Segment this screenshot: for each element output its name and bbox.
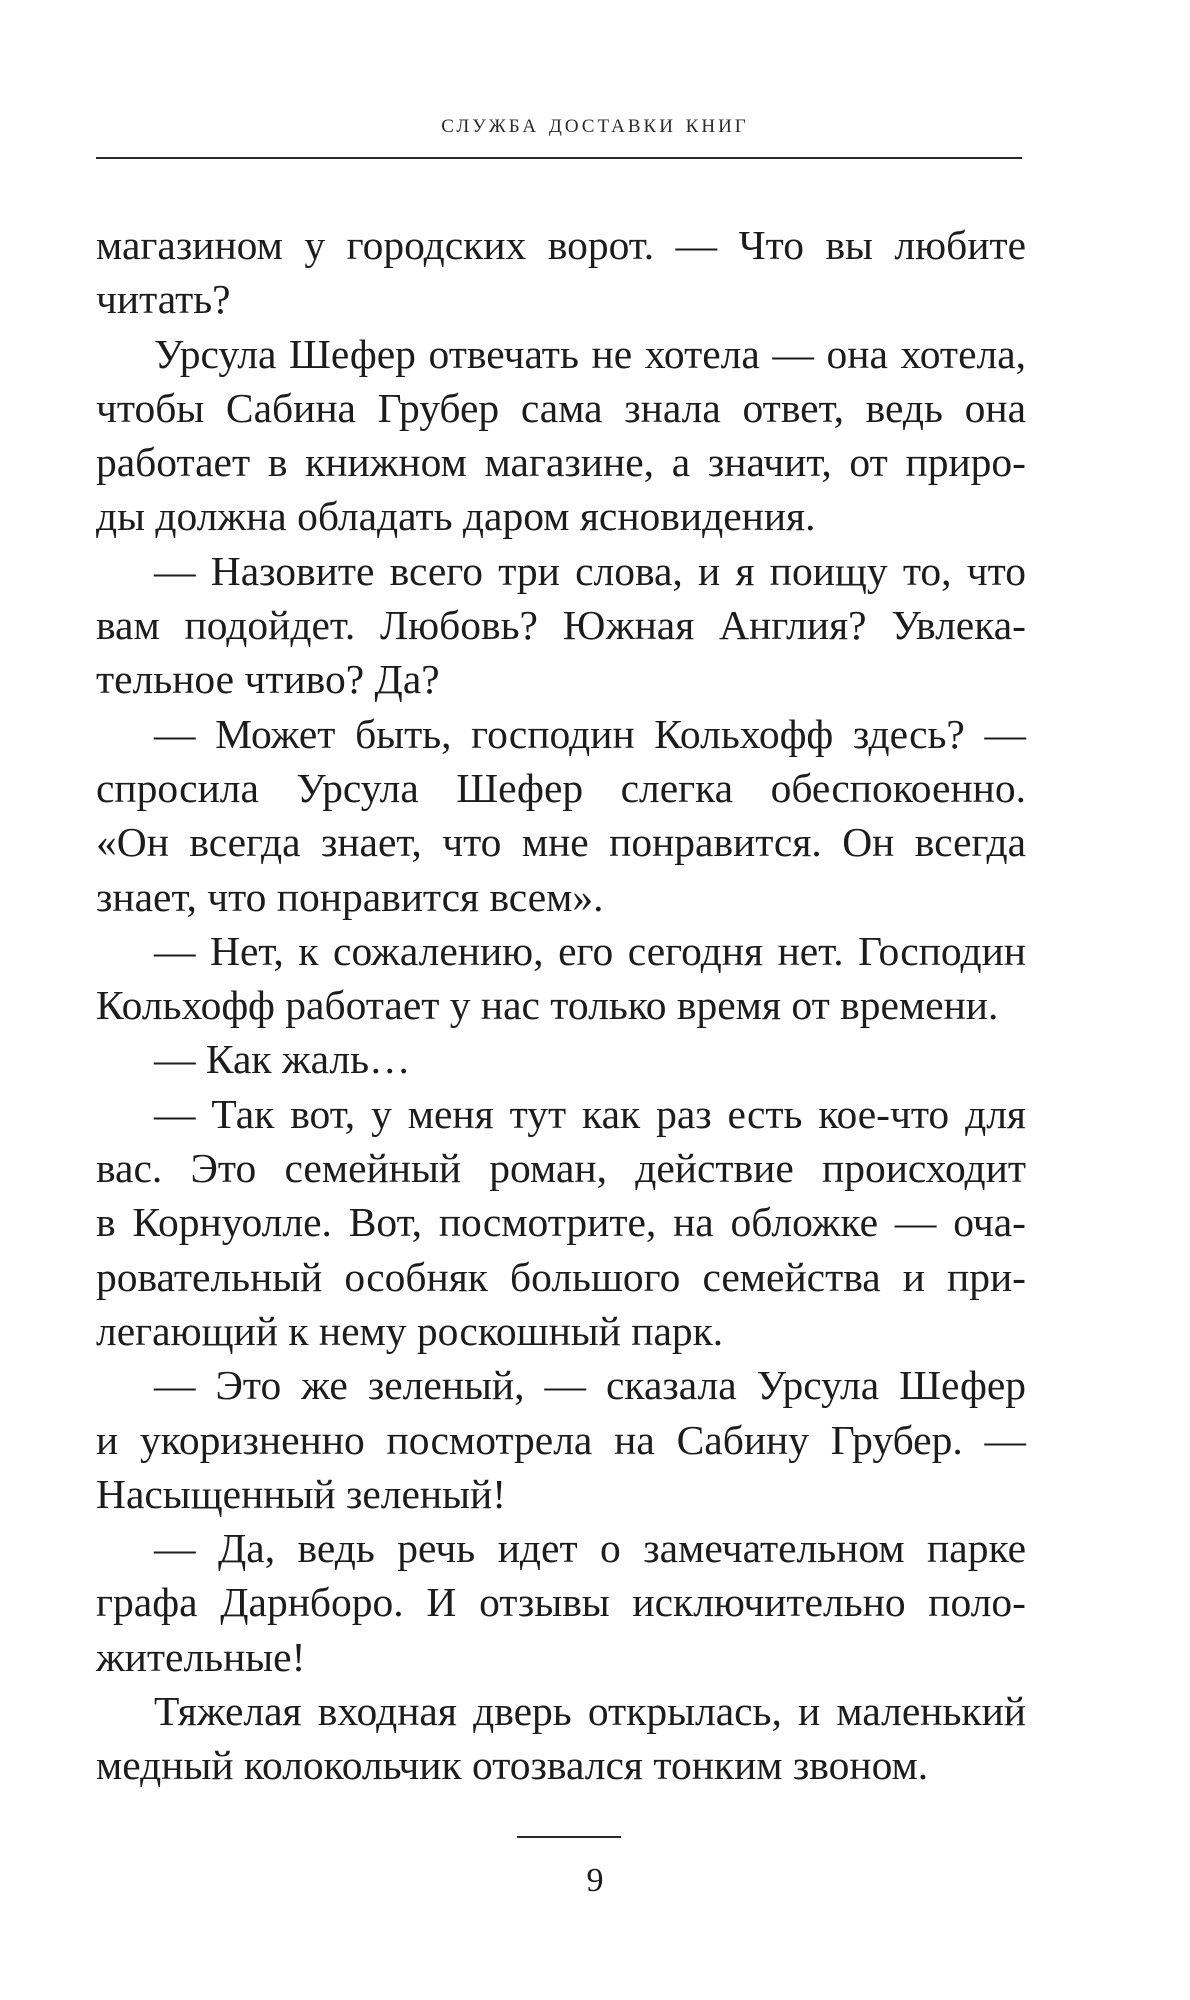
paragraph [96,544,1026,707]
text-line: магазином у городских ворот. — Что вы любите [96,222,1026,268]
text-line: вам подойдет. Любовь? Южная Англия? Увлека- [96,602,1026,649]
text-line: и укоризненно посмотрела на Сабину Грубер. — [96,1416,1026,1463]
page-number: 9 [586,1862,604,1899]
text-line: — Может быть, господин Кольхофф здесь? — [154,710,1026,757]
paragraph [96,218,1026,327]
text-line: ды должна обладать даром ясновидения. [96,493,816,540]
text-line: в Корнуолле. Вот, посмотрите, на обложке — оча- [96,1199,1026,1246]
footer-rule [517,1836,621,1838]
text-line: Кольхофф работает у нас только время от времени. [96,982,999,1029]
text-line: чтобы Сабина Грубер сама знала ответ, ведь она [96,384,1026,431]
text-line: Насыщенный зеленый! [96,1470,507,1517]
text-line: Урсула Шефер отвечать не хотела — она хотела, [154,330,1026,377]
text-line: работает в книжном магазине, а значит, от приро- [96,439,1026,486]
text-line: — Нет, к сожалению, его сегодня нет. Господин [154,927,1026,974]
text-line: спросила Урсула Шефер слегка обеспокоенно. [96,764,1026,811]
paragraph [96,1521,1026,1684]
paragraph [96,327,1026,544]
text-line: тельное чтиво? Да? [96,656,440,703]
paragraph [96,1032,1026,1086]
paragraph [96,707,1026,924]
paragraph [96,1684,1026,1793]
text-line: ровательный особняк большого семейства и при- [96,1253,1026,1300]
running-head: служба доставки книг [441,108,749,138]
text-line: — Да, ведь речь идет о замечательном парке [154,1525,1026,1572]
text-line: читать? [96,276,231,323]
paragraph [96,1358,1026,1521]
text-line: «Он всегда знает, что мне понравится. Он всегда [96,819,1026,866]
text-line: — Как жаль… [154,1036,411,1083]
text-line: — Назовите всего три слова, и я поищу то, что [154,547,1026,594]
text-line: вас. Это семейный роман, действие происходит [96,1145,1026,1192]
paragraph [96,924,1026,1033]
header-rule [96,157,1022,159]
paragraph [96,1087,1026,1358]
text-line: жительные! [96,1633,306,1680]
text-line: легающий к нему роскошный парк. [96,1307,724,1354]
text-line: — Это же зеленый, — сказала Урсула Шефер [154,1362,1026,1409]
text-line: — Так вот, у меня тут как раз есть кое-что для [154,1090,1026,1137]
text-line: знает, что понравится всем». [96,873,604,920]
text-line: медный колокольчик отозвался тонким звоном. [96,1742,929,1789]
text-line: графа Дарнборо. И отзывы исключительно поло- [96,1579,1026,1626]
body-text [96,218,1026,1793]
text-line: Тяжелая входная дверь открылась, и маленький [154,1688,1026,1735]
